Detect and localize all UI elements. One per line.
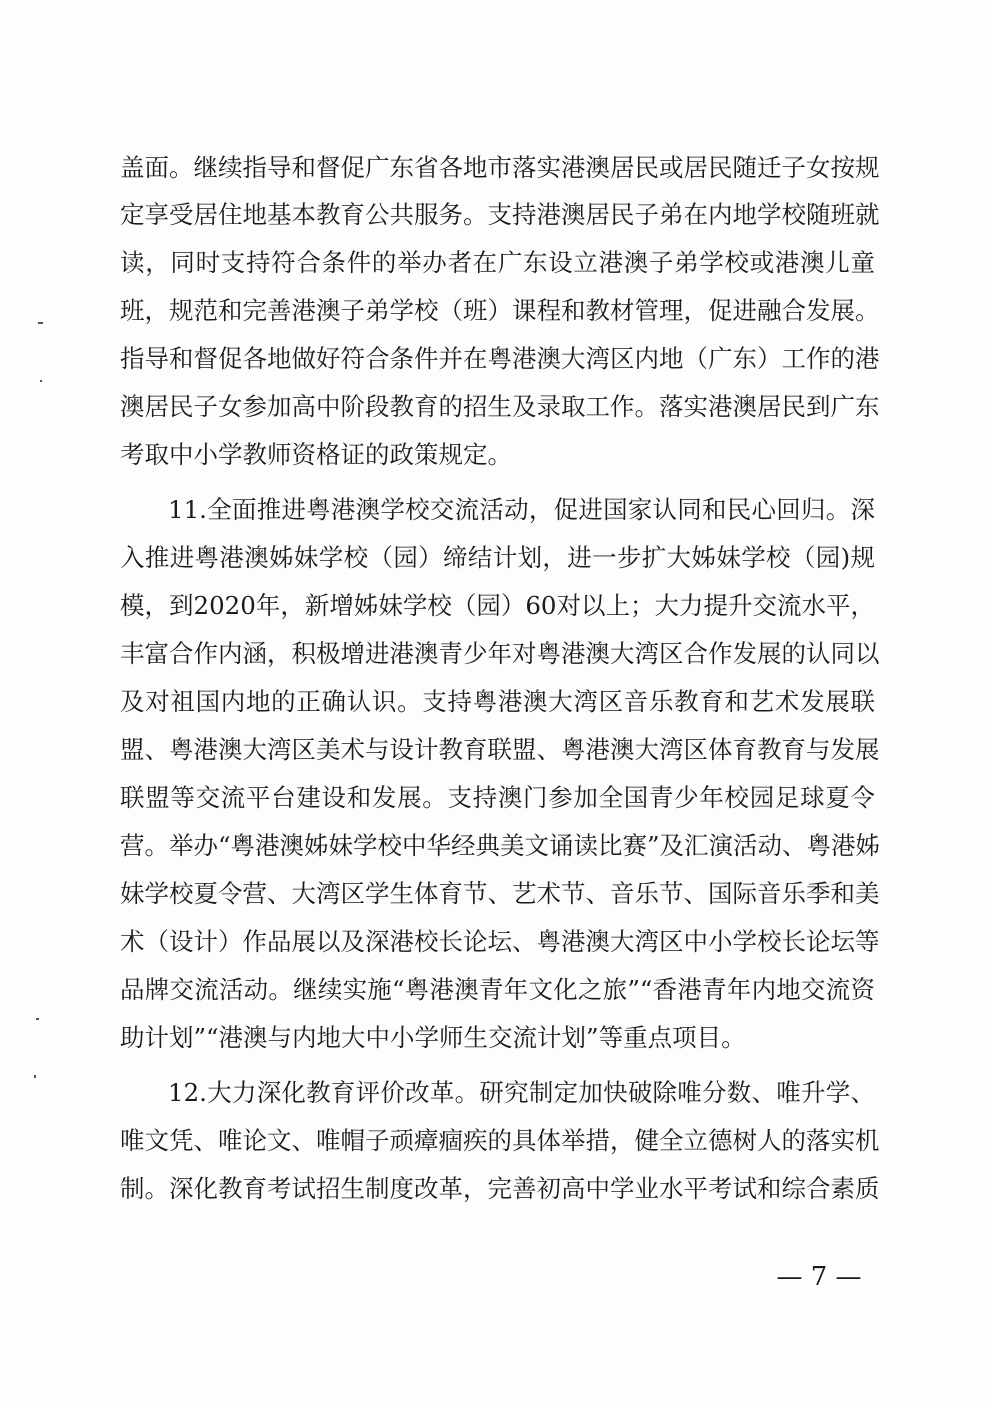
- body-text-line: 制。深化教育考试招生制度改革，完善初高中学业水平考试和综合素质: [120, 1174, 880, 1203]
- body-text-line: 妹学校夏令营、大湾区学生体育节、艺术节、音乐节、国际音乐季和美: [120, 879, 880, 908]
- section-12-heading-line: 12.大力深化教育评价改革。研究制定加快破除唯分数、唯升学、: [168, 1078, 875, 1107]
- body-text-line: 澳居民子女参加高中阶段教育的招生及录取工作。落实港澳居民到广东: [120, 392, 880, 421]
- section-11-heading-line: 11.全面推进粤港澳学校交流活动，促进国家认同和民心回归。深: [168, 495, 875, 524]
- body-text-line: 指导和督促各地做好符合条件并在粤港澳大湾区内地（广东）工作的港: [120, 344, 880, 373]
- body-text-line: 术（设计）作品展以及深港校长论坛、粤港澳大湾区中小学校长论坛等: [120, 927, 880, 956]
- body-text-line: 唯文凭、唯论文、唯帽子顽瘴痼疾的具体举措，健全立德树人的落实机: [120, 1126, 880, 1155]
- body-text-line: 定享受居住地基本教育公共服务。支持港澳居民子弟在内地学校随班就: [120, 200, 880, 229]
- body-text-line: 盖面。继续指导和督促广东省各地市落实港澳居民或居民随迁子女按规: [120, 153, 880, 182]
- body-text-line: 丰富合作内涵，积极增进港澳青少年对粤港澳大湾区合作发展的认同以: [120, 639, 880, 668]
- body-text-line: 模，到2020年，新增姊妹学校（园）60对以上；大力提升交流水平，: [120, 591, 876, 620]
- body-text-line: 品牌交流活动。继续实施“粤港澳青年文化之旅”“香港青年内地交流资: [120, 975, 875, 1004]
- body-text-line: 班，规范和完善港澳子弟学校（班）课程和教材管理，促进融合发展。: [120, 296, 880, 325]
- page-number: — 7 —: [776, 1262, 862, 1292]
- scan-speck: [34, 1075, 36, 1078]
- scan-speck: [38, 322, 43, 324]
- scan-speck: [36, 1018, 39, 1020]
- body-text-line: 入推进粤港澳姊妹学校（园）缔结计划，进一步扩大姊妹学校（园)规: [120, 543, 875, 572]
- body-text-line: 考取中小学教师资格证的政策规定。: [120, 440, 512, 469]
- body-text-line: 助计划”“港澳与内地大中小学师生交流计划”等重点项目。: [120, 1023, 746, 1052]
- body-text-line: 联盟等交流平台建设和发展。支持澳门参加全国青少年校园足球夏令: [120, 783, 875, 812]
- body-text-line: 及对祖国内地的正确认识。支持粤港澳大湾区音乐教育和艺术发展联: [120, 687, 875, 716]
- body-text-line: 读，同时支持符合条件的举办者在广东设立港澳子弟学校或港澳儿童: [120, 248, 875, 277]
- scan-speck: [40, 380, 42, 382]
- body-text-line: 营。举办“粤港澳姊妹学校中华经典美文诵读比赛”及汇演活动、粤港姊: [120, 831, 881, 860]
- body-text-line: 盟、粤港澳大湾区美术与设计教育联盟、粤港澳大湾区体育教育与发展: [120, 735, 880, 764]
